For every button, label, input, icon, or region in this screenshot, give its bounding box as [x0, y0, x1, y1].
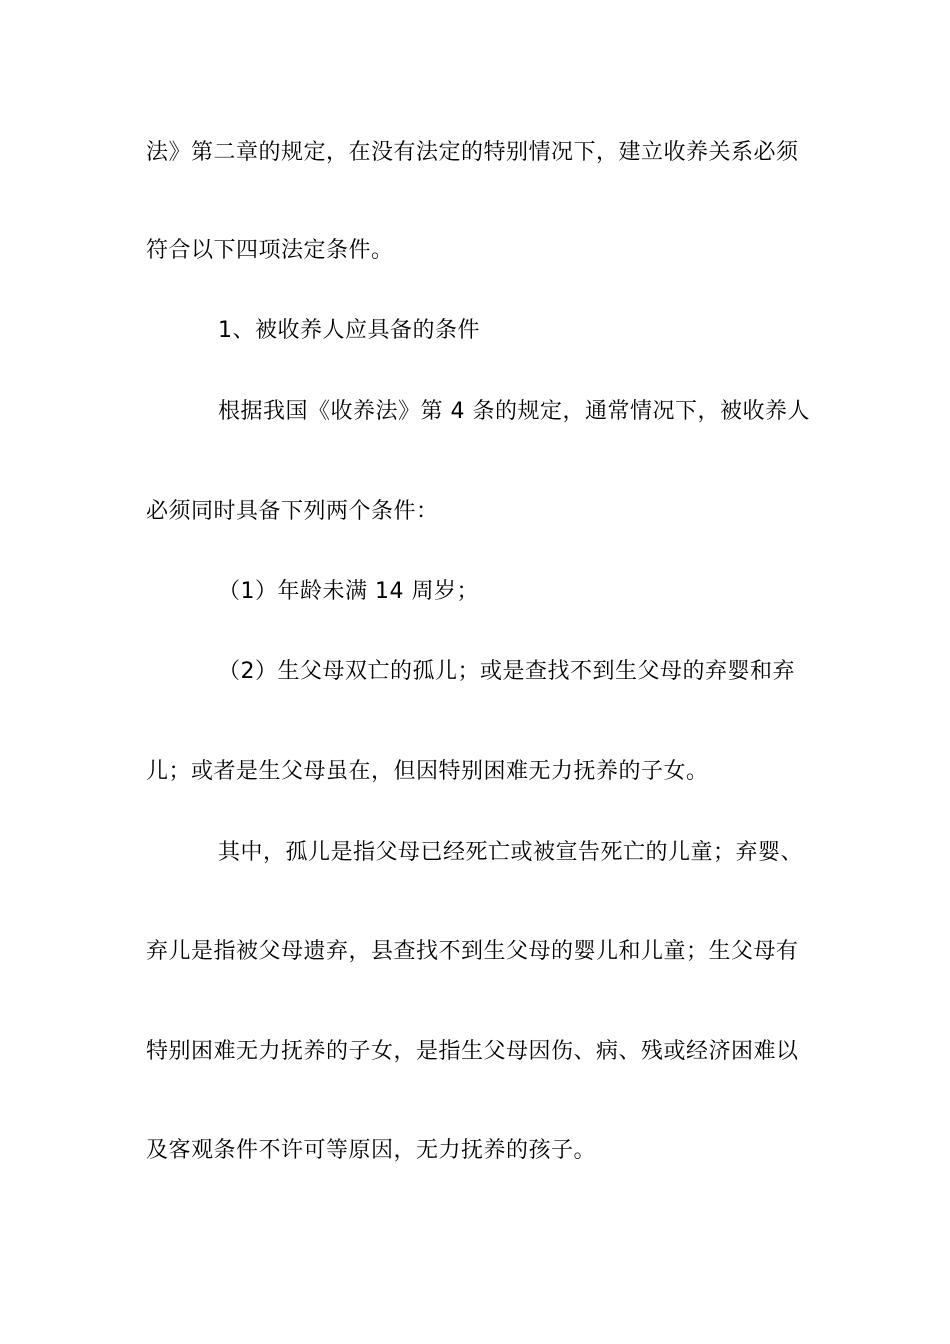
paragraph-line: 符合以下四项法定条件。 — [146, 238, 394, 263]
paragraph-line: 法》第二章的规定，在没有法定的特别情况下，建立收养关系必须 — [146, 140, 799, 165]
section-heading: 1、被收养人应具备的条件 — [218, 318, 480, 343]
list-item: （1）年龄未满 14 周岁； — [218, 579, 479, 604]
paragraph-line: 及客观条件不许可等原因，无力抚养的孩子。 — [146, 1138, 597, 1163]
paragraph-line: 弃儿是指被父母遗弃，县查找不到生父母的婴儿和儿童；生父母有 — [146, 939, 799, 964]
paragraph-line: 儿；或者是生父母虽在，但因特别困难无力抚养的子女。 — [146, 759, 709, 784]
list-item: （2）生父母双亡的孤儿；或是查找不到生父母的弃婴和弃 — [218, 659, 795, 684]
paragraph-line: 根据我国《收养法》第 4 条的规定，通常情况下，被收养人 — [218, 399, 810, 424]
paragraph-line: 必须同时具备下列两个条件： — [146, 499, 439, 524]
paragraph-line: 特别困难无力抚养的子女，是指生父母因伤、病、残或经济困难以 — [146, 1039, 799, 1064]
paragraph-line: 其中，孤儿是指父母已经死亡或被宣告死亡的儿童；弃婴、 — [218, 840, 804, 865]
